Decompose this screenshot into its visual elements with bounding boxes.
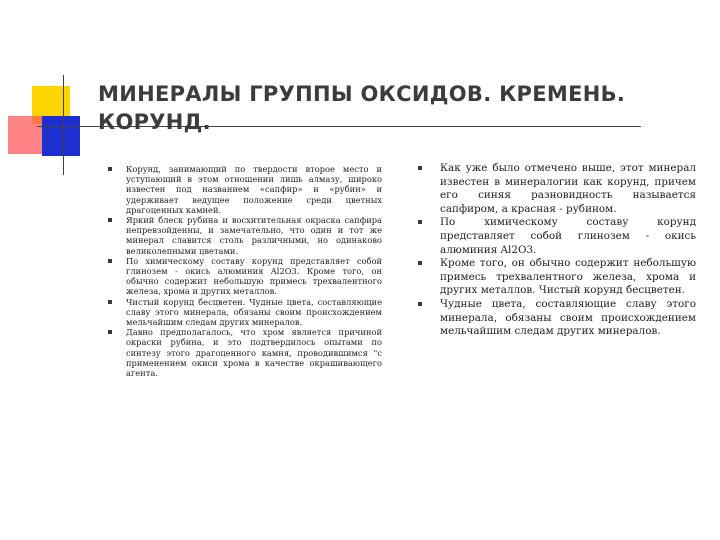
list-item-text: Чудные цвета, составляющие славу этого минерала, обязаны своим происхождением мельчайшим следам других минералов. [440,297,696,338]
list-item [108,327,382,378]
ornament-blue-square [42,116,80,156]
bullet-icon [108,218,112,222]
slide-title: МИНЕРАЛЫ ГРУППЫ ОКСИДОВ. КРЕМЕНЬ. КОРУНД. [98,82,626,134]
bullet-icon [108,167,112,171]
list-item [108,256,382,297]
list-item [418,298,696,339]
list-item [418,216,696,257]
list-item [108,297,382,328]
bullet-icon [418,302,422,306]
list-item-text: Чистый корунд бесцветен. Чудные цвета, составляющие славу этого минерала, обязаны своим происхождением мельчайшим следам других минералов. [126,296,382,328]
list-item-text: По химическому составу корунд представляет собой глинозем - окись алюминия Al2O3. [440,216,696,256]
bullet-icon [418,261,422,265]
list-item-text: По химическому составу корунд представляет собой глинозем - окись алюминия Al2O3. Кроме того, он обычно содержит небольшую примесь трехвалентного железа, хрома и других металлов. [126,255,382,297]
list-item-text: Кроме того, он обычно содержит небольшую примесь трехвалентного железа, хрома и других металлов. Чистый корунд бесцветен. [440,257,696,297]
list-item-text: Как уже было отмечено выше, этот минерал известен в минералогии как корунд, причем его синяя разновидность называется сапфиром, а красная - рубином. [440,162,696,215]
left-bullet-list [108,164,382,378]
bullet-icon [418,220,422,224]
bullet-icon [108,330,112,334]
list-item [108,215,382,256]
list-item-text: Яркий блеск рубина и восхитительная окраска сапфира непревзойденны, и замечательно, что один и тот же минерал славится столь различными, но одинаково великолепными цветами. [126,215,382,256]
bullet-icon [108,259,112,263]
ornament-vertical-line [63,75,64,175]
list-item [418,257,696,298]
list-item [418,162,696,216]
right-bullet-list [418,162,696,339]
bullet-icon [108,300,112,304]
list-item [108,164,382,215]
list-item-text: Корунд, занимающий по твердости второе место и уступающий в этом отношении лишь алмазу, широко известен под названием «сапфир» и «рубин» и удерживает ведущее положение среди цветных драгоценных камней. [126,164,382,215]
list-item-text: Давно предполагалось, что хром является причиной окраски рубина, и это подтвердилось опытами по синтезу этого драгоценного камня, проводившимся "с применением окиси хрома в качестве окрашивающего агента. [126,327,382,379]
bullet-icon [418,166,422,170]
